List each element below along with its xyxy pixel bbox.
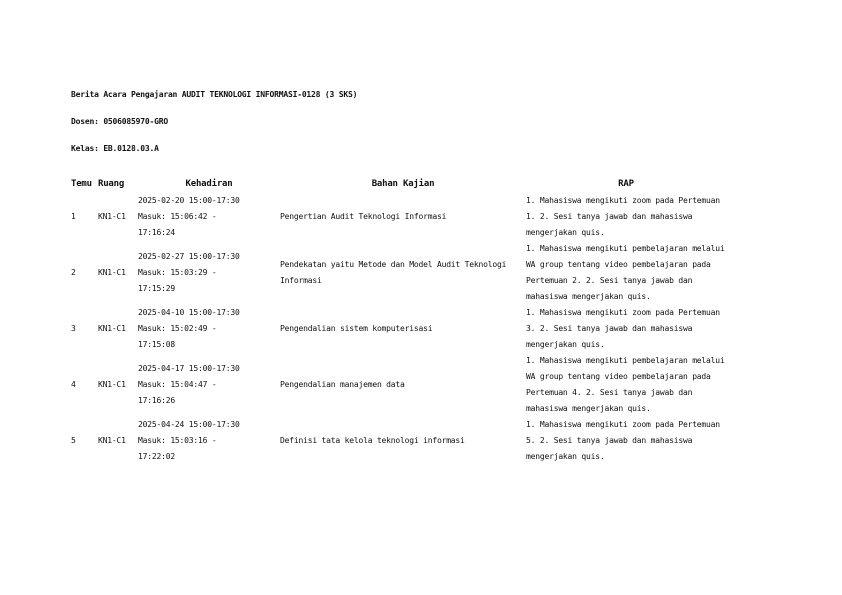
check-in-time: Masuk: 15:02:49 - [138, 324, 217, 333]
cell-bahan-kajian: Pengendalian manajemen data [280, 380, 405, 389]
table-header-row [71, 175, 726, 193]
cell-rap: 1. Mahasiswa mengikuti pembelajaran melalui WA group tentang video pembelajaran pada Pertemuan 2. 2. Sesi tanya jawab dan mahasiswa mengerjakan quis. [526, 244, 725, 301]
check-in-time: Masuk: 15:03:16 - [138, 436, 217, 445]
cell-rap: 1. Mahasiswa mengikuti zoom pada Pertemuan 5. 2. Sesi tanya jawab dan mahasiswa mengerjakan quis. [526, 420, 720, 461]
check-in-time: Masuk: 15:06:42 - [138, 212, 217, 221]
column-header-ruang: Ruang [98, 179, 125, 189]
cell-kehadiran [138, 417, 280, 465]
cell-bahan-kajian: Pengendalian sistem komputerisasi [280, 324, 433, 333]
table-row [71, 417, 726, 465]
check-out-time: 17:16:26 [138, 396, 175, 405]
cell-temu: 5 [71, 436, 76, 445]
cell-kehadiran [138, 353, 280, 417]
schedule-time: 2025-04-17 15:00-17:30 [138, 364, 240, 373]
class-line: Kelas: EB.0128.03.A [71, 144, 159, 153]
cell-rap: 1. Mahasiswa mengikuti zoom pada Pertemuan 1. 2. Sesi tanya jawab dan mahasiswa mengerjakan quis. [526, 196, 720, 237]
cell-temu: 1 [71, 212, 76, 221]
cell-temu: 2 [71, 268, 76, 277]
cell-ruang: KN1-C1 [98, 436, 126, 445]
table-row [71, 241, 726, 305]
schedule-time: 2025-02-27 15:00-17:30 [138, 252, 240, 261]
cell-rap: 1. Mahasiswa mengikuti zoom pada Pertemuan 3. 2. Sesi tanya jawab dan mahasiswa mengerjakan quis. [526, 308, 720, 349]
cell-ruang: KN1-C1 [98, 212, 126, 221]
check-out-time: 17:15:29 [138, 284, 175, 293]
cell-bahan-kajian: Pendekatan yaitu Metode dan Model Audit Teknologi Informasi [280, 260, 507, 285]
schedule-time: 2025-04-10 15:00-17:30 [138, 308, 240, 317]
check-out-time: 17:15:08 [138, 340, 175, 349]
document-title: Berita Acara Pengajaran AUDIT TEKNOLOGI INFORMASI-0128 (3 SKS) [71, 90, 358, 99]
cell-temu: 4 [71, 380, 76, 389]
table-row [71, 305, 726, 353]
schedule-time: 2025-02-20 15:00-17:30 [138, 196, 240, 205]
cell-ruang: KN1-C1 [98, 380, 126, 389]
cell-ruang: KN1-C1 [98, 324, 126, 333]
cell-bahan-kajian: Pengertian Audit Teknologi Informasi [280, 212, 447, 221]
attendance-table [71, 175, 726, 465]
check-in-time: Masuk: 15:04:47 - [138, 380, 217, 389]
lecturer-line: Dosen: 0506085970-GRO [71, 117, 168, 126]
check-out-time: 17:16:24 [138, 228, 175, 237]
check-in-time: Masuk: 15:03:29 - [138, 268, 217, 277]
cell-ruang: KN1-C1 [98, 268, 126, 277]
schedule-time: 2025-04-24 15:00-17:30 [138, 420, 240, 429]
column-header-rap: RAP [618, 179, 634, 189]
cell-rap: 1. Mahasiswa mengikuti pembelajaran melalui WA group tentang video pembelajaran pada Pertemuan 4. 2. Sesi tanya jawab dan mahasiswa mengerjakan quis. [526, 356, 725, 413]
column-header-temu: Temu [71, 179, 92, 189]
cell-kehadiran [138, 193, 280, 241]
check-out-time: 17:22:02 [138, 452, 175, 461]
cell-kehadiran [138, 241, 280, 305]
cell-bahan-kajian: Definisi tata kelola teknologi informasi [280, 436, 465, 445]
cell-kehadiran [138, 305, 280, 353]
table-row [71, 353, 726, 417]
column-header-bahan-kajian: Bahan Kajian [371, 179, 435, 189]
cell-temu: 3 [71, 324, 76, 333]
table-row [71, 193, 726, 241]
column-header-kehadiran: Kehadiran [185, 179, 233, 189]
